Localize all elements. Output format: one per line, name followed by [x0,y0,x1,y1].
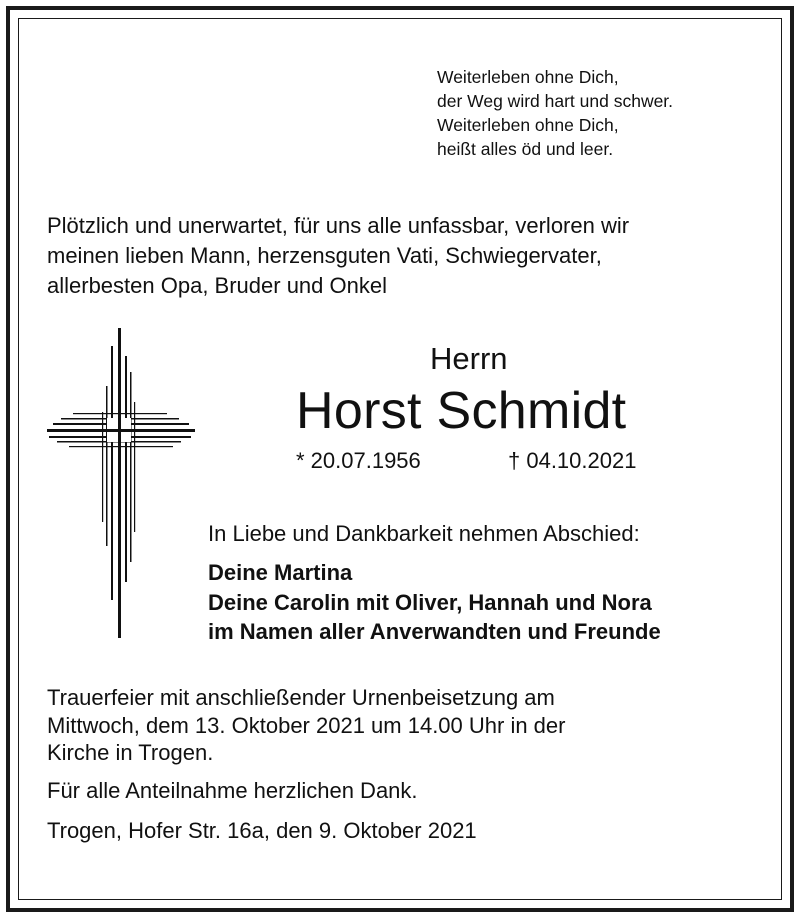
poem-line: Weiterleben ohne Dich, [437,115,619,135]
place-date: Trogen, Hofer Str. 16a, den 9. Oktober 2021 [47,818,477,843]
mourner-line: im Namen aller Anverwandten und Freunde [208,619,661,644]
mourner-line: Deine Martina [208,560,353,585]
poem-line: Weiterleben ohne Dich, [437,67,619,87]
service-info [47,684,565,767]
cross-icon [45,326,197,640]
intro-line: Plötzlich und unerwartet, für uns alle unfassbar, verloren wir [47,213,630,238]
intro-line: meinen lieben Mann, herzensguten Vati, Schwiegervater, [47,243,602,268]
farewell-heading: In Liebe und Dankbarkeit nehmen Abschied: [208,521,640,546]
birth-date: * 20.07.1956 [296,448,421,473]
mourner-line: Deine Carolin mit Oliver, Hannah und Nora [208,589,652,615]
intro-text [47,211,629,301]
intro-line: allerbesten Opa, Bruder und Onkel [47,273,387,298]
poem-line: heißt alles öd und leer. [437,139,614,159]
service-line: Kirche in Trogen. [47,740,214,765]
death-date: † 04.10.2021 [508,448,637,473]
poem [437,65,673,161]
service-line: Trauerfeier mit anschließender Urnenbeisetzung am [47,685,555,710]
deceased-name: Horst Schmidt [296,382,627,440]
poem-line: der Weg wird hart und schwer. [437,91,674,111]
thanks-text: Für alle Anteilnahme herzlichen Dank. [47,778,418,803]
salutation: Herrn [430,341,508,376]
service-line: Mittwoch, dem 13. Oktober 2021 um 14.00 Uhr in der [47,712,566,738]
mourners-list [208,558,661,647]
